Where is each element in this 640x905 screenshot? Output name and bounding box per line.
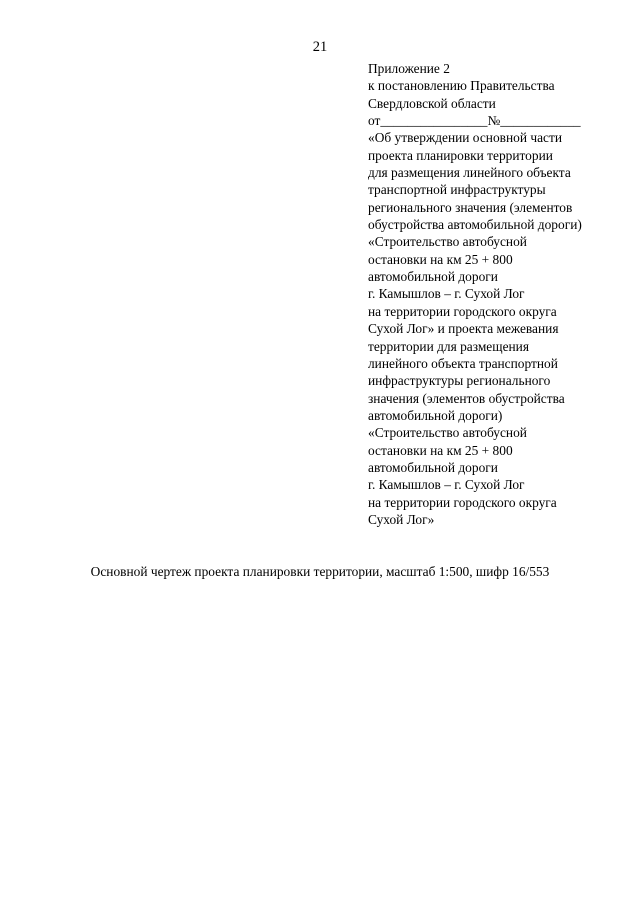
appendix-line: Сухой Лог» — [368, 511, 435, 527]
appendix-line: Сухой Лог» и проекта межевания — [368, 321, 559, 337]
appendix-line: г. Камышлов – г. Сухой Лог — [368, 286, 525, 302]
appendix-line: линейного объекта транспортной — [368, 355, 558, 371]
appendix-line: на территории городского округа — [368, 303, 557, 319]
appendix-line: Свердловской области — [368, 95, 496, 111]
appendix-line: остановки на км 25 + 800 — [368, 251, 513, 267]
appendix-line: «Строительство автобусной — [368, 234, 527, 250]
appendix-line: на территории городского округа — [368, 494, 557, 510]
appendix-line: «Строительство автобусной — [368, 425, 527, 441]
drawing-caption: Основной чертеж проекта планировки территории, масштаб 1:500, шифр 16/553 — [90, 564, 550, 579]
appendix-line: г. Камышлов – г. Сухой Лог — [368, 477, 525, 493]
appendix-line: Приложение 2 — [368, 61, 450, 76]
appendix-line: проекта планировки территории — [368, 147, 553, 163]
page-number: 21 — [312, 39, 328, 55]
appendix-line: транспортной инфраструктуры — [368, 182, 546, 198]
appendix-line: значения (элементов обустройства — [368, 390, 565, 406]
appendix-line: автомобильной дороги) — [368, 407, 503, 423]
appendix-line: «Об утверждении основной части — [368, 130, 562, 146]
appendix-line: инфраструктуры регионального — [368, 373, 551, 389]
appendix-line: регионального значения (элементов — [368, 199, 573, 215]
appendix-line: территории для размещения — [368, 338, 530, 354]
appendix-line: к постановлению Правительства — [368, 78, 555, 94]
appendix-line: обустройства автомобильной дороги) — [368, 217, 582, 233]
appendix-header-block — [368, 60, 633, 528]
appendix-line: остановки на км 25 + 800 — [368, 442, 513, 458]
appendix-line: от________________№____________ — [368, 113, 581, 129]
appendix-line: автомобильной дороги — [368, 459, 498, 475]
appendix-line: автомобильной дороги — [368, 269, 498, 285]
appendix-line: для размещения линейного объекта — [368, 165, 571, 181]
